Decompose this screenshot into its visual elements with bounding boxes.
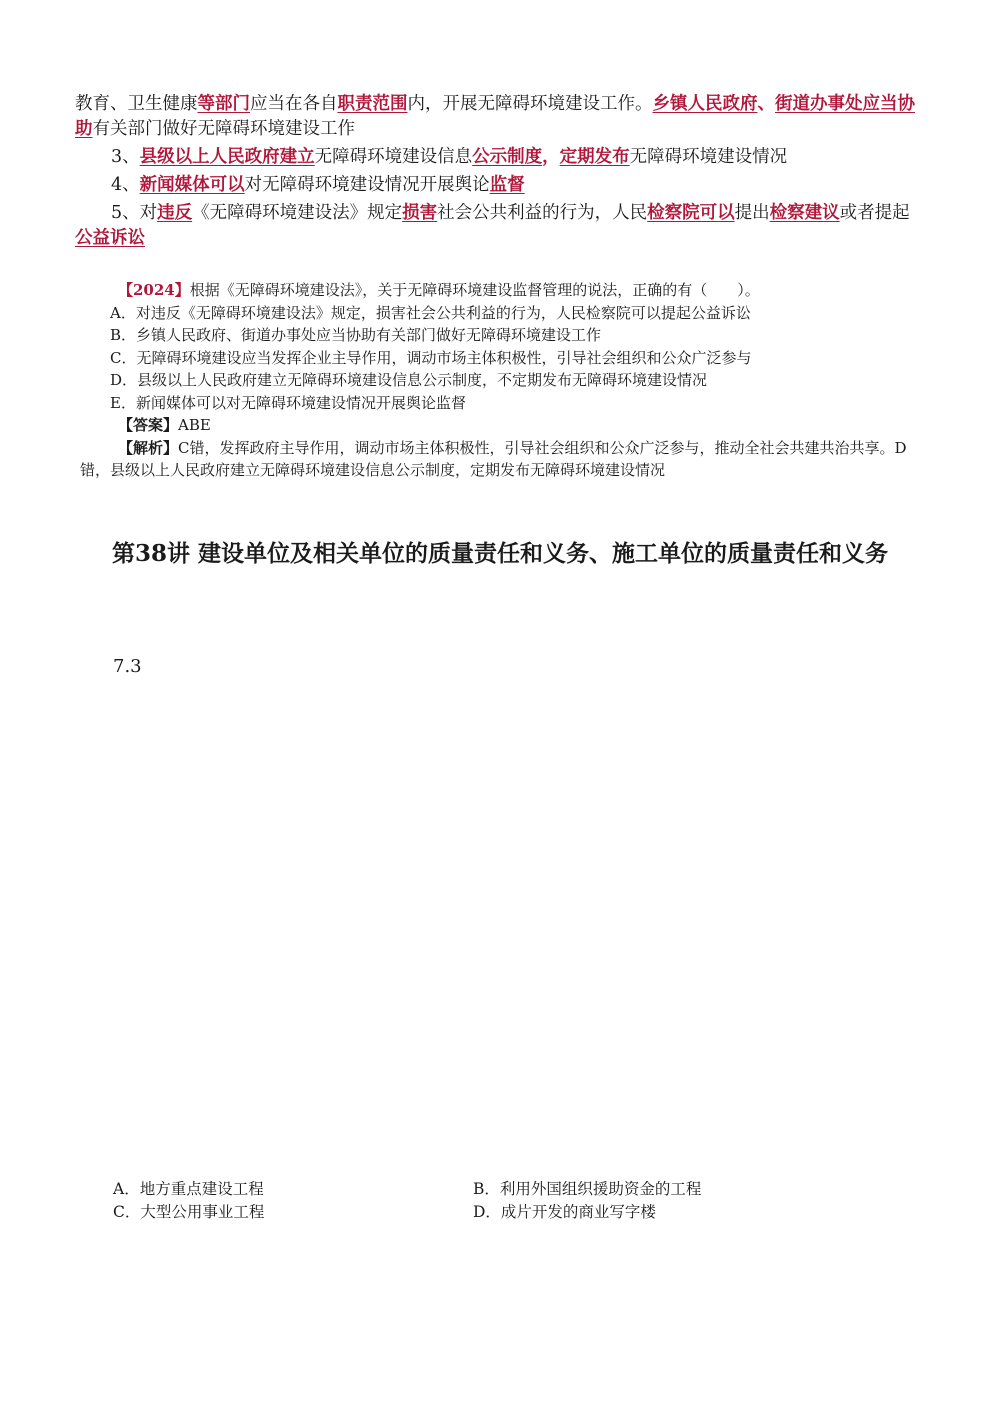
section-title: 第38讲 建设单位及相关单位的质量责任和义务、施工单位的质量责任和义务 — [111, 540, 888, 567]
text: 对无障碍环境建设情况开展舆论 — [244, 175, 490, 195]
answer-line — [118, 414, 930, 437]
text: 无障碍环境建设情况 — [629, 147, 788, 167]
text: 提出 — [734, 203, 770, 223]
option-b: B．利用外国组织援助资金的工程 — [473, 1180, 702, 1198]
analysis-line — [80, 437, 930, 482]
item-number: 5、对 — [111, 203, 158, 223]
highlight: 新闻媒体可以 — [139, 175, 245, 195]
question-stem — [118, 279, 930, 302]
options-row-1 — [113, 1178, 833, 1201]
highlight: 职责范围 — [337, 94, 408, 114]
text: 《无障碍环境建设法》规定 — [192, 203, 403, 223]
highlight: 乡镇人民政府 — [652, 94, 758, 114]
text: 有关部门做好无障碍环境建设工作 — [92, 119, 355, 139]
highlight: 等部门 — [197, 94, 250, 114]
notes-section — [75, 92, 925, 251]
option-b: B．乡镇人民政府、街道办事处应当协助有关部门做好无障碍环境建设工作 — [110, 326, 602, 344]
option-a: A．地方重点建设工程 — [113, 1180, 264, 1198]
option-c: C．大型公用事业工程 — [113, 1203, 265, 1221]
analysis-tag: 【解析】 — [118, 438, 179, 457]
note-paragraph-3 — [75, 145, 925, 170]
highlight: 公示制度 — [472, 147, 543, 167]
highlight: 监督 — [489, 175, 525, 195]
note-paragraph-4 — [75, 173, 925, 198]
note-paragraph-2 — [75, 92, 925, 142]
highlight: 损害 — [402, 203, 438, 223]
text: 内，开展无障碍环境建设工作。 — [407, 94, 653, 114]
text: 教育、卫生健康 — [75, 94, 198, 114]
highlight: 定期发布 — [559, 147, 630, 167]
answer-value: ABE — [178, 416, 211, 434]
item-number: 4、 — [111, 175, 140, 195]
section-number: 7.3 — [113, 656, 142, 677]
option-d: D．成片开发的商业写字楼 — [473, 1203, 656, 1221]
year-tag: 【2024】 — [118, 281, 190, 299]
option-c: C．无障碍环境建设应当发挥企业主导作用，调动市场主体积极性，引导社会组织和公众广泛参与 — [110, 348, 752, 367]
options-row-2 — [113, 1201, 833, 1224]
highlight: 检察建议 — [769, 203, 840, 223]
analysis-text: C错，发挥政府主导作用，调动市场主体积极性，引导社会组织和公众广泛参与，推动全社会共建共治共享。D错，县级以上人民政府建立无障碍环境建设信息公示制度，定期发布无障碍环境建设情况 — [80, 438, 907, 479]
text: 或者提起 — [839, 203, 910, 223]
text: 社会公共利益的行为，人民 — [437, 203, 648, 223]
text: ， — [542, 147, 560, 167]
stem-text: 根据《无障碍环境建设法》，关于无障碍环境建设监督管理的说法，正确的有（ ）。 — [189, 281, 760, 299]
answer-tag: 【答案】 — [118, 416, 179, 434]
bottom-options — [113, 1178, 833, 1224]
highlight: 检察院可以 — [647, 203, 735, 223]
item-number: 3、 — [111, 147, 140, 167]
highlight: 公益诉讼 — [75, 228, 145, 248]
highlight: 违反 — [157, 203, 193, 223]
note-paragraph-5 — [75, 201, 925, 251]
highlight: 街道办事处应当协助 — [75, 94, 915, 139]
text: 无障碍环境建设信息 — [314, 147, 473, 167]
text: 、 — [757, 94, 775, 114]
option-e: E．新闻媒体可以对无障碍环境建设情况开展舆论监督 — [110, 393, 466, 412]
option-d: D．县级以上人民政府建立无障碍环境建设信息公示制度，不定期发布无障碍环境建设情况 — [110, 371, 708, 389]
highlight: 县级以上人民政府建立 — [139, 147, 315, 167]
exam-question — [80, 279, 930, 482]
text: 应当在各自 — [250, 94, 338, 114]
option-a: A．对违反《无障碍环境建设法》规定，损害社会公共利益的行为，人民检察院可以提起公益诉讼 — [110, 303, 751, 322]
